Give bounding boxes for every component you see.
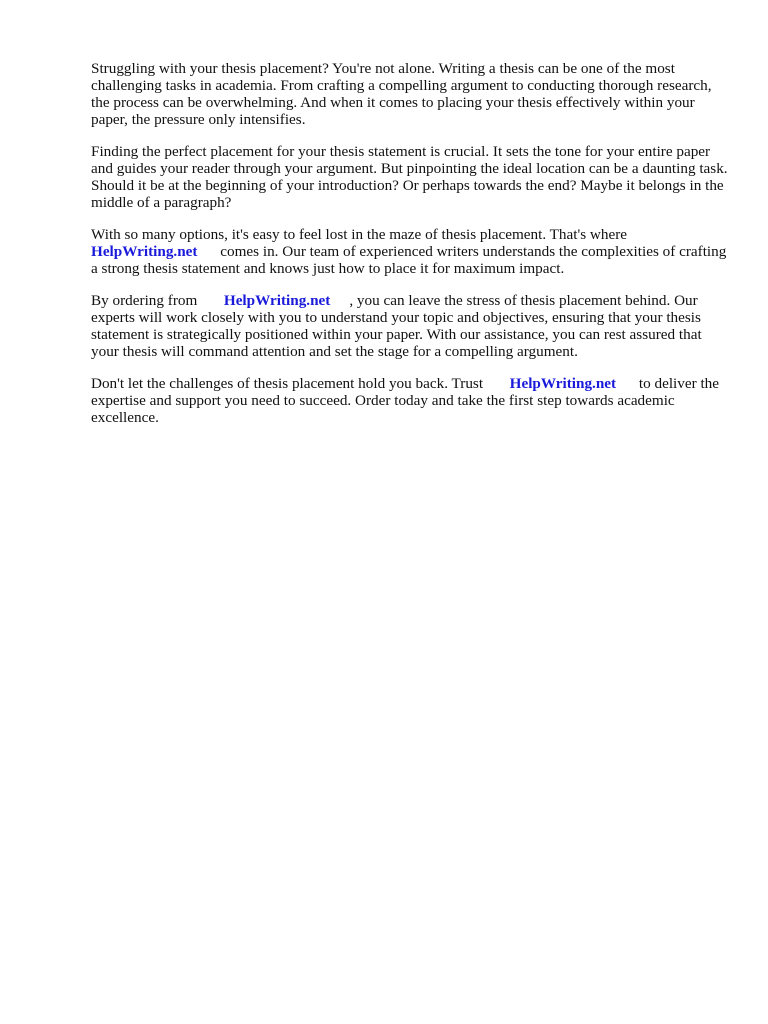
paragraph-text-after: to deliver the expertise and support you need to succeed. Order today and take the first step towards academic excellence. [91,375,720,426]
paragraph-text: Finding the perfect placement for your thesis statement is crucial. It sets the tone for your entire paper and guides your reader through your argument. But pinpointing the ideal location can be a daunting task. Should it be at the beginning of your introduction? Or perhaps towards the end? Maybe it belongs in the middle of a paragraph? [91,143,728,211]
paragraph-text-before: By ordering from [91,292,198,309]
helpwriting-link[interactable]: HelpWriting.net [509,375,617,392]
paragraph-text-before: With so many options, it's easy to feel lost in the maze of thesis placement. That's where [91,226,628,243]
paragraph-closing [91,375,731,426]
paragraph-text-after: , you can leave the stress of thesis placement behind. Our experts will work closely with you to understand your topic and objectives, ensuring that your thesis statement is strategically positioned within your paper. With our assistance, you can rest assured that your thesis will command attention and set the stage for a compelling argument. [91,292,702,360]
document-body [91,60,731,441]
paragraph-text-after: comes in. Our team of experienced writers understands the complexities of crafting a strong thesis statement and knows just how to place it for maximum impact. [91,243,727,277]
paragraph-ordering [91,292,731,360]
helpwriting-link[interactable]: HelpWriting.net [91,243,198,260]
helpwriting-link[interactable]: HelpWriting.net [223,292,331,309]
paragraph-intro [91,60,731,128]
paragraph-placement [91,143,731,211]
paragraph-text: Struggling with your thesis placement? You're not alone. Writing a thesis can be one of the most challenging tasks in academia. From crafting a compelling argument to conducting thorough research, the process can be overwhelming. And when it comes to placing your thesis effectively within your paper, the pressure only intensifies. [91,60,712,128]
paragraph-text-before: Don't let the challenges of thesis placement hold you back. Trust [91,375,484,392]
paragraph-options [91,226,731,277]
